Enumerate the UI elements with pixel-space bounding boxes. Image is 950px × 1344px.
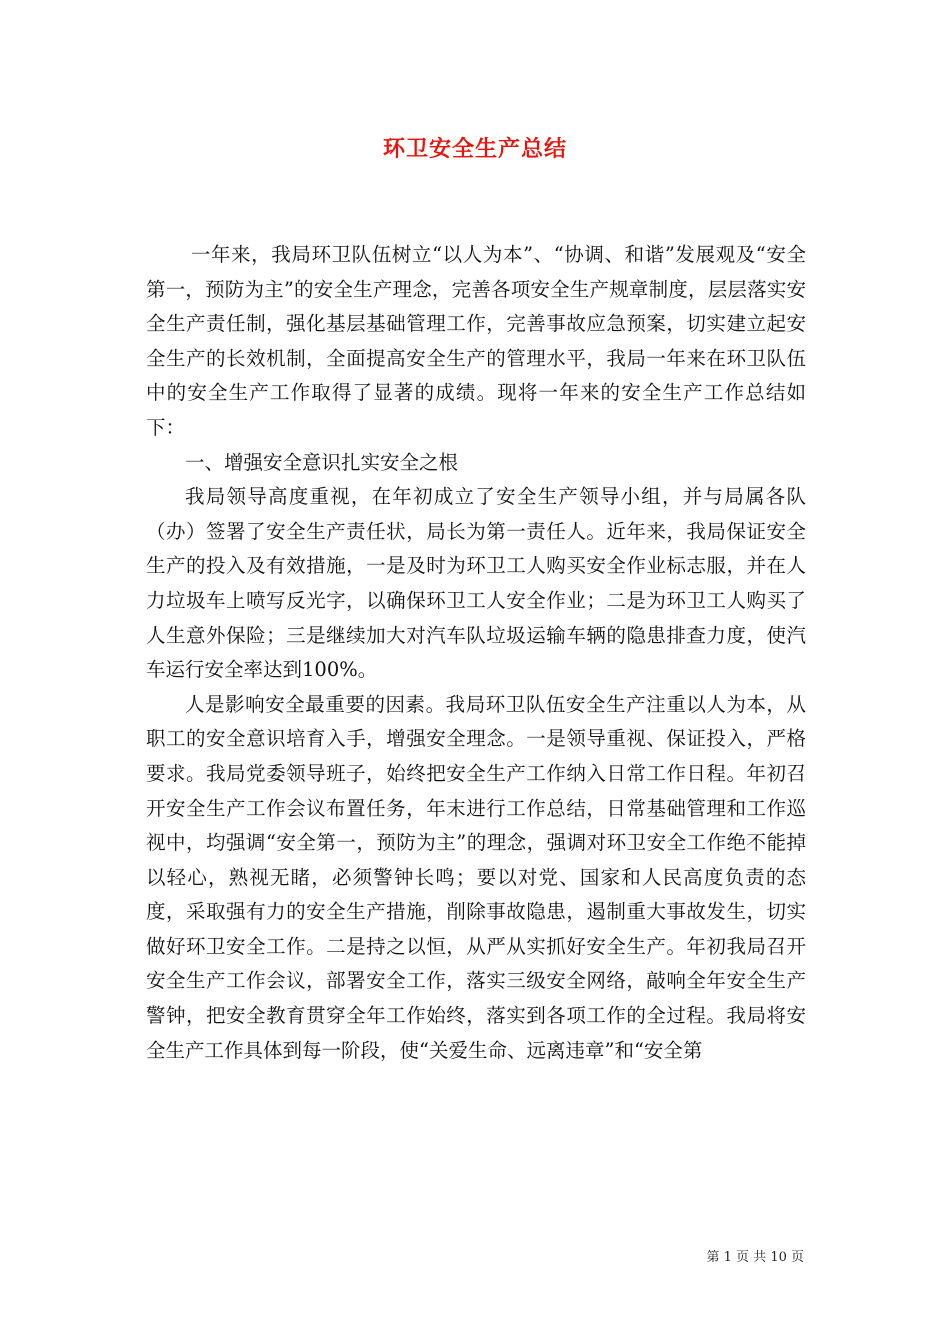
document-title: 环卫安全生产总结 <box>382 136 567 162</box>
page-number-footer: 第 1 页 共 10 页 <box>706 1250 804 1265</box>
document-body <box>146 238 806 1068</box>
intro-paragraph: 一年来，我局环卫队伍树立“以人为本”、“协调、和谐”发展观及“安全第一，预防为主”的安全生产理念，完善各项安全生产规章制度，层层落实安全生产责任制，强化基层基础管理工作，完善事故应急预案，切实建立起安全生产的长效机制，全面提高安全生产的管理水平，我局一年来在环卫队伍中的安全生产工作取得了显著的成绩。现将一年来的安全生产工作总结如下： <box>146 243 806 439</box>
body-paragraph: 我局领导高度重视，在年初成立了安全生产领导小组，并与局属各队（办）签署了安全生产责任状，局长为第一责任人。近年来，我局保证安全生产的投入及有效措施，一是及时为环卫工人购买安全作业标志服，并在人力垃圾车上喷写反光字，以确保环卫工人安全作业；二是为环卫工人购买了人生意外保险；三是继续加大对汽车队垃圾运输车辆的隐患排查力度，使汽车运行安全率达到100%。 <box>146 485 806 682</box>
body-paragraph: 人是影响安全最重要的因素。我局环卫队伍安全生产注重以人为本，从职工的安全意识培育入手，增强安全理念。一是领导重视、保证投入，严格要求。我局党委领导班子，始终把安全生产工作纳入日常工作日程。年初召开安全生产工作会议布置任务，年末进行工作总结，日常基础管理和工作巡视中，均强调“安全第一，预防为主”的理念，强调对环卫安全工作绝不能掉以轻心，熟视无睹，必须警钟长鸣；要以对党、国家和人民高度负责的态度，采取强有力的安全生产措施，削除事故隐患，遏制重大事故发生，切实做好环卫安全工作。二是持之以恒，从严从实抓好安全生产。年初我局召开安全生产工作会议，部署安全工作，落实三级安全网络，敲响全年安全生产警钟，把安全教育贯穿全年工作始终，落实到各项工作的全过程。我局将安全生产工作具体到每一阶段，使“关爱生命、远离违章”和“安全第 <box>146 692 806 1062</box>
section-heading: 一、增强安全意识扎实安全之根 <box>185 450 459 474</box>
